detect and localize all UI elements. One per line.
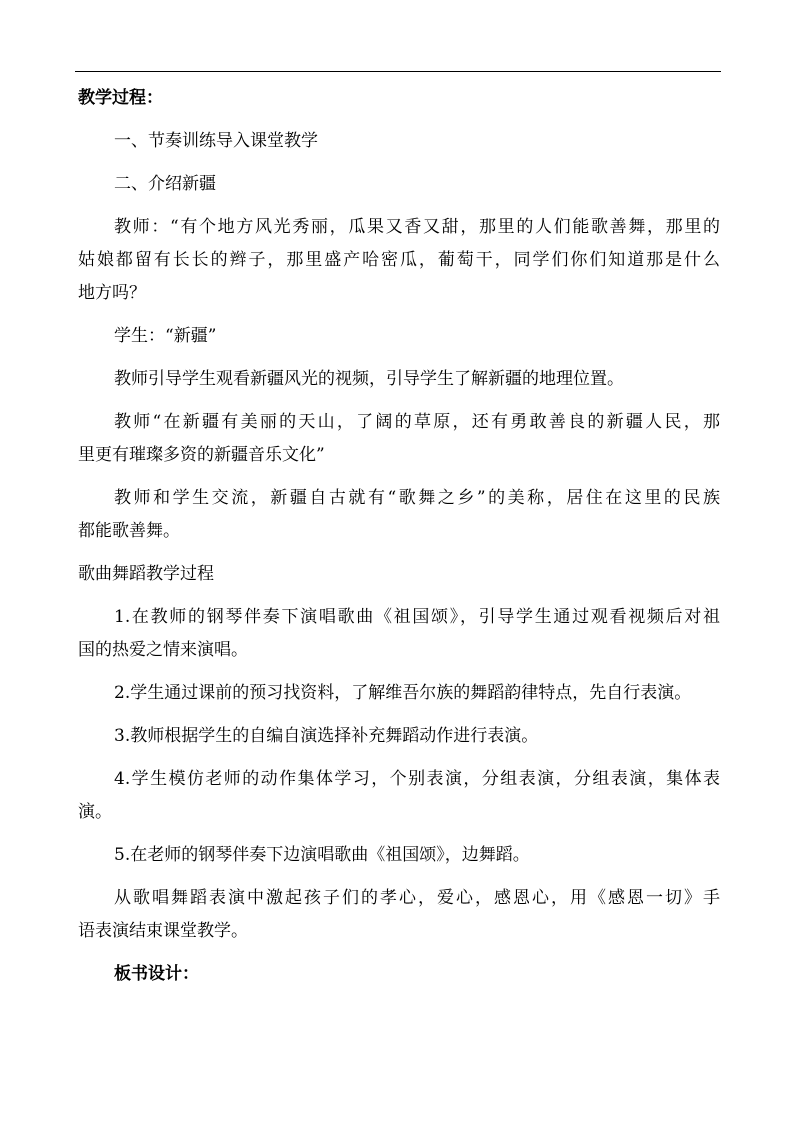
board-title-paragraph — [78, 958, 720, 991]
exchange-paragraph — [78, 482, 720, 548]
item-4-line: 演。 — [78, 802, 112, 822]
board-title: 板书设计： — [114, 964, 199, 984]
teacher-quote-2 — [78, 406, 720, 472]
item-4-line: 4.学生模仿老师的动作集体学习，个别表演，分组表演，分组表演，集体表 — [114, 769, 720, 789]
student-answer-paragraph — [78, 320, 720, 353]
step-one: 一、节奏训练导入课堂教学 — [114, 131, 318, 151]
song-dance-title-paragraph — [78, 558, 720, 591]
item-3: 3.教师根据学生的自编自演选择补充舞蹈动作进行表演。 — [114, 726, 539, 746]
step-two: 二、介绍新疆 — [114, 174, 216, 194]
student-answer: 学生：“新疆” — [114, 326, 217, 346]
song-dance-title: 歌曲舞蹈教学过程 — [78, 564, 214, 584]
document-body — [78, 82, 720, 1001]
exchange-line: 都能歌善舞。 — [78, 521, 180, 541]
section-title-paragraph — [78, 82, 720, 115]
closing-line: 语表演结束课堂教学。 — [78, 921, 248, 941]
teacher-quote-2-line: 里更有璀璨多资的新疆音乐文化” — [78, 445, 325, 465]
item-1-line: 国的热爱之情来演唱。 — [78, 640, 248, 660]
header-rule — [75, 71, 721, 72]
item-4 — [78, 763, 720, 829]
item-5: 5.在老师的钢琴伴奏下边演唱歌曲《祖国颂》，边舞蹈。 — [114, 845, 530, 865]
teacher-guide: 教师引导学生观看新疆风光的视频，引导学生了解新疆的地理位置。 — [114, 369, 624, 389]
teacher-quote-1-line: 地方吗？ — [78, 283, 146, 303]
teacher-guide-paragraph — [78, 363, 720, 396]
teacher-quote-1 — [78, 211, 720, 310]
teacher-quote-2-line: 教师“在新疆有美丽的天山，了阔的草原，还有勇敢善良的新疆人民，那 — [114, 412, 720, 432]
item-5-paragraph — [78, 839, 720, 872]
step-two-paragraph — [78, 168, 720, 201]
teacher-quote-1-line: 姑娘都留有长长的辫子，那里盛产哈密瓜，葡萄干，同学们你们知道那是什么 — [78, 250, 720, 270]
item-1-line: 1.在教师的钢琴伴奏下演唱歌曲《祖国颂》，引导学生通过观看视频后对祖 — [114, 607, 720, 627]
item-1 — [78, 601, 720, 667]
item-2-paragraph — [78, 677, 720, 710]
teacher-quote-1-line: 教师：“有个地方风光秀丽，瓜果又香又甜，那里的人们能歌善舞，那里的 — [114, 217, 720, 237]
item-2: 2.学生通过课前的预习找资料，了解维吾尔族的舞蹈韵律特点，先自行表演。 — [114, 683, 692, 703]
closing-line: 从歌唱舞蹈表演中激起孩子们的孝心，爱心，感恩心，用《感恩一切》手 — [114, 888, 720, 908]
closing-paragraph — [78, 882, 720, 948]
item-3-paragraph — [78, 720, 720, 753]
section-title: 教学过程： — [78, 88, 163, 108]
exchange-line: 教师和学生交流，新疆自古就有“歌舞之乡”的美称，居住在这里的民族 — [114, 488, 720, 508]
step-one-paragraph — [78, 125, 720, 158]
